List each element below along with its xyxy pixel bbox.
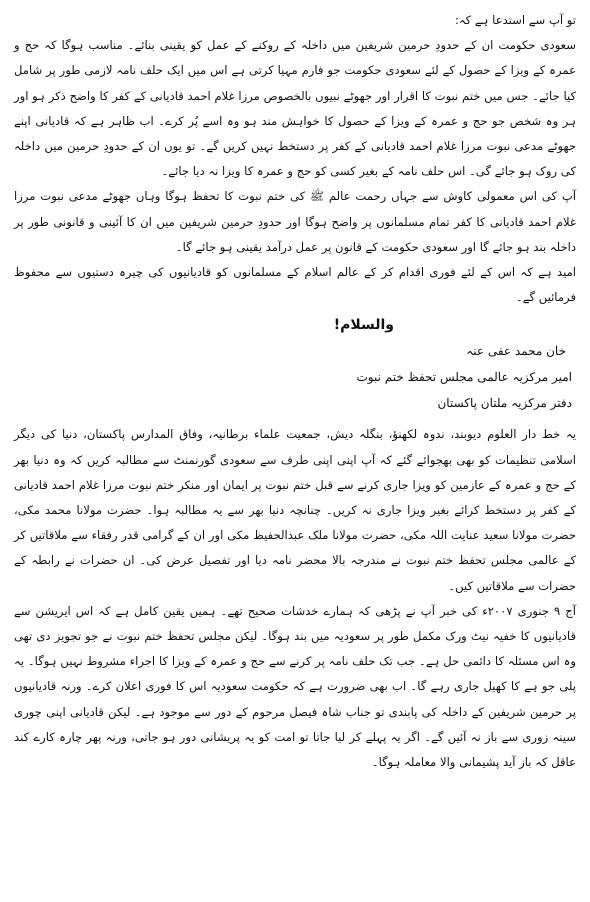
body-paragraph: آپ کی اس معمولی کاوش سے جہاں رحمت عالم ﷺ کی ختم نبوت کا تحفظ ہوگا وہاں جھوٹے مدعی نبوت مرزا غلام احمد قادیانی کا کفر تمام مسلمانوں پر واضح ہوگا اور حدودِ حرمین شریفین میں ان کا آئینی و قانونی طور پر داخلہ بند ہو جائے گا اور سعودی حکومت کے قانون پر عمل درآمد یقینی ہو جائے گا۔ xyxy=(14,189,576,254)
signature-title: امیر مرکزیہ عالمی مجلس تحفظ ختم نبوت xyxy=(356,370,572,385)
signature-closing: والسلام! xyxy=(333,317,394,334)
body-paragraph: سعودی حکومت ان کے حدودِ حرمین شریفین میں داخلہ کے روکنے کے عمل کو یقینی بنائے۔ مناسب ہوگا کہ حج و عمرہ کے ویزا کے حصول کے لئے سعودی حکومت جو فارم مہیا کرتی ہے اس میں ایک حلف نامہ لازمی طور پر شامل کیا جائے۔ جس میں ختم نبوت کا اقرار اور جھوٹے نبیوں بالخصوص مرزا غلام احمد قادیانی کے کفر کا واضح ذکر ہو اور ہر وہ شخص جو حج و عمرہ کے ویزا کے حصول کا خواہش مند ہو وہ اسے پُر کرے۔ اب ظاہر ہے کہ قادیانی اپنے جھوٹے مدعی نبوت مرزا غلام احمد قادیانی کے کفر پر دستخط نہیں کریں گے۔ تو یوں ان کے حدودِ حرمین میں داخلہ کی روک ہو جائے گی۔ اس حلف نامہ کے بغیر کسی کو حج و عمرہ کا ویزا نہ دیا جائے۔ xyxy=(14,38,576,179)
signature-office: دفتر مرکزیہ ملتان پاکستان xyxy=(437,396,572,411)
body-paragraph: امید ہے کہ اس کے لئے فوری اقدام کر کے عالم اسلام کے مسلمانوں کو قادیانیوں کی چیرہ دستیوں سے محفوظ فرمائیں گے۔ xyxy=(14,265,576,305)
opening-line: تو آپ سے استدعا ہے کہ: xyxy=(454,13,576,27)
signature-block xyxy=(14,312,576,416)
document-page xyxy=(14,8,576,896)
signature-name: خان محمد عفی عنہ xyxy=(466,344,566,359)
body-paragraph: یہ خط دار العلوم دیوبند، ندوہ لکھنؤ، بنگلہ دیش، جمعیت علماء برطانیہ، وفاق المدارس پاکستان، دنیا کی دیگر اسلامی تنظیمات کو بھی بھجوائے گئے کہ آپ اپنی اپنی طرف سے سعودی گورنمنٹ سے مطالبہ کریں کہ وہ دنیا بھر کے حج و عمرہ کے عازمین کو ویزا جاری کرنے سے قبل ختم نبوت پر ایمان اور منکر ختم نبوت مرزا غلام احمد قادیانی کے کفر پر دستخط کرائے بغیر ویزا جاری نہ کریں۔ چنانچہ دنیا بھر سے یہ مطالبہ ہوا۔ حضرت مولانا محمد مکی، حضرت مولانا سعید عنایت اللہ مکی، حضرت مولانا ملک عبدالحفیظ مکی اور ان کے گرامی قدر رفقاء سے ملاقاتیں کر کے عالمی مجلس تحفظ ختم نبوت نے مندرجہ بالا محضر نامہ دیا اور تفصیل عرض کی۔ ان حضرات نے رابطہ کے حضرات سے ملاقاتیں کیں۔ xyxy=(14,427,576,593)
body-paragraph: آج ۹ جنوری ۲۰۰۷ء کی خبر آپ نے پڑھی کہ ہمارے خدشات صحیح تھے۔ ہمیں یقین کامل ہے کہ اس ایریشن سے قادیانیوں کا خفیہ نیٹ ورک مکمل طور پر سعودیہ میں بند ہوگا۔ لیکن مجلس تحفظ ختم نبوت نے جو تجویز دی تھی وہ اس مسئلہ کا دائمی حل ہے۔ جب تک حلف نامہ پر کرنے سے حج و عمرہ کے ویزا کا اجراء مشروط نہیں ہوگا۔ یہ پلی جو ہے کا کھیل جاری رہے گا۔ اب بھی ضرورت ہے کہ حکومت سعودیہ اس کا فوری اعلان کرے۔ ورنہ قادیانیوں پر حرمین شریفین کے داخلہ کی پابندی تو جناب شاہ فیصل مرحوم کے دور سے موجود ہے۔ لیکن قادیانی اپنی چوری سینہ زوری سے باز نہ آئیں گے۔ اگر یہ پہلے کر لیا جاتا تو امت کو یہ پریشانی دور ہو جاتی، ورنہ پھر چارہ کارے کند عاقل کہ باز آید پشیمانی والا معاملہ ہوگا۔ xyxy=(14,603,576,770)
